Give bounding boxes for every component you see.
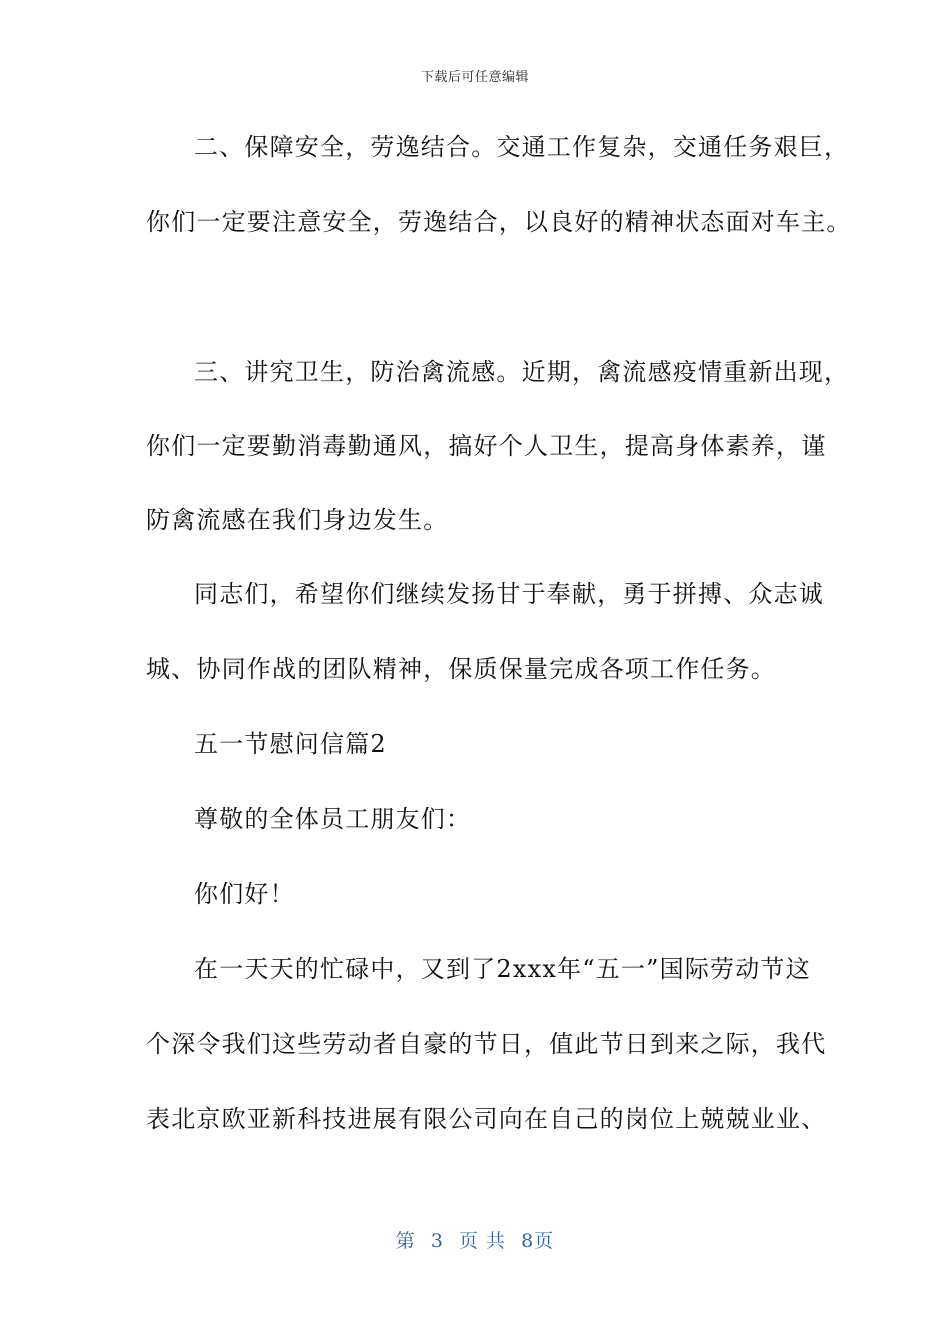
header-note: 下载后可任意编辑 (420, 70, 529, 85)
paragraph-line: 表北京欧亚新科技进展有限公司向在自己的岗位上兢兢业业、 (146, 1105, 827, 1133)
paragraph-line: 你们一定要勤消毒勤通风，搞好个人卫生，提高身体素养，谨 (146, 432, 827, 460)
paragraph-line: 在一天天的忙碌中，又到了2xxx年“五一”国际劳动节这 (194, 955, 811, 983)
footer-prefix: 第 (395, 1230, 416, 1252)
current-page-number: 3 (430, 1230, 444, 1252)
section-heading: 五一节慰问信篇2 (194, 730, 387, 758)
paragraph-line: 防禽流感在我们身边发生。 (146, 506, 449, 534)
total-pages: 8页 (521, 1230, 555, 1252)
paragraph-line: 个深令我们这些劳动者自豪的节日，值此节日到来之际，我代 (146, 1030, 827, 1058)
page-footer (0, 1226, 950, 1253)
salutation: 尊敬的全体员工朋友们： (194, 805, 472, 833)
paragraph-line: 城、协同作战的团队精神，保质保量完成各项工作任务。 (146, 655, 776, 683)
paragraph-line: 三、讲究卫生，防治禽流感。近期，禽流感疫情重新出现， (194, 358, 850, 386)
paragraph-line: 同志们，希望你们继续发扬甘于奉献，勇于拼搏、众志诚 (194, 580, 824, 608)
greeting: 你们好！ (194, 880, 295, 908)
paragraph-line: 你们一定要注意安全，劳逸结合，以良好的精神状态面对车主。 (146, 208, 852, 236)
paragraph-line: 二、保障安全，劳逸结合。交通工作复杂，交通任务艰巨， (194, 133, 850, 161)
footer-middle: 页 共 (459, 1230, 507, 1252)
